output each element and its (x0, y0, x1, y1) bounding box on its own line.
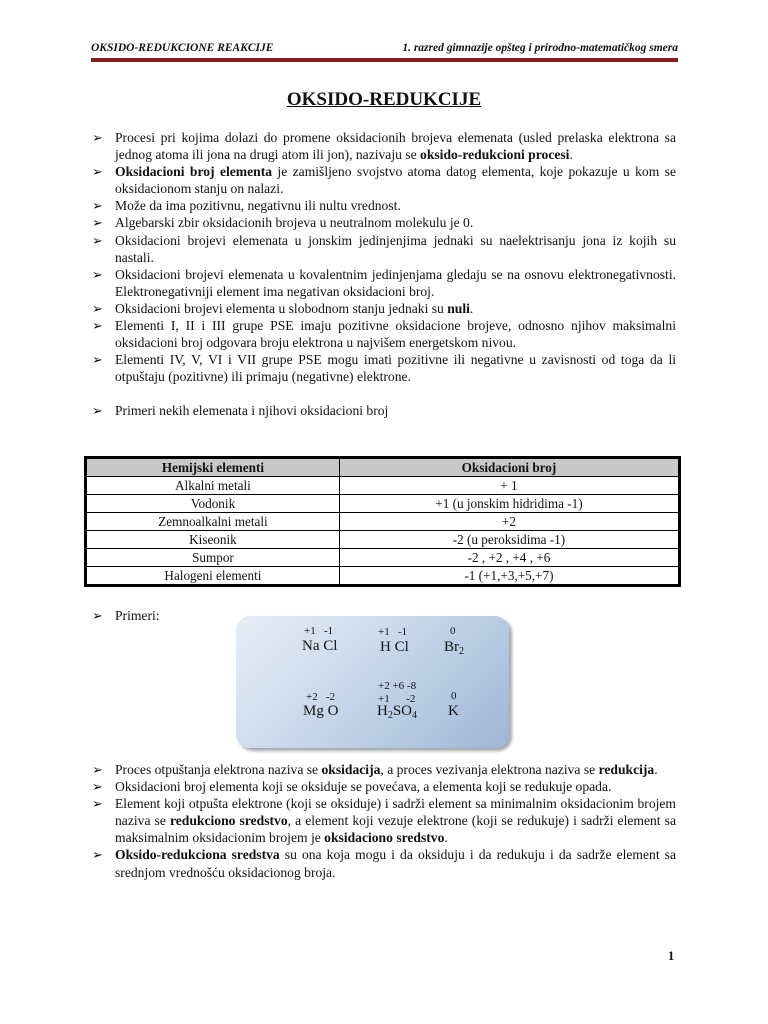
oxidation-numbers-nacl: +1 -1 (304, 625, 334, 637)
table-cell: Alkalni metali (86, 477, 340, 495)
list-item: ➢ Oksidacioni broj elementa koji se oksiduje se povećava, a elementa koji se redukuje opada. (92, 779, 612, 795)
oxidation-number-k: 0 (451, 690, 457, 702)
table-row (86, 567, 680, 586)
column-header-elements: Hemijski elementi (86, 458, 340, 477)
oxidation-number-br2: 0 (450, 625, 456, 637)
header-right-subtitle: 1. razred gimnazije opšteg i prirodno-matematičkog smera (402, 42, 678, 54)
arrow-bullet-icon: ➢ (92, 232, 103, 248)
table-cell: Halogeni elementi (86, 567, 340, 586)
arrow-bullet-icon: ➢ (92, 796, 103, 812)
arrow-bullet-icon: ➢ (92, 164, 103, 180)
arrow-bullet-icon: ➢ (92, 300, 103, 316)
redox-definitions-list (91, 761, 676, 881)
column-header-oxidation: Oksidacioni broj (339, 458, 679, 477)
oxidation-numbers-hcl: +1 -1 (378, 626, 408, 638)
table-row (86, 477, 680, 495)
arrow-bullet-icon: ➢ (92, 215, 103, 231)
page-number: 1 (668, 949, 675, 963)
table-cell: -2 , +2 , +4 , +6 (339, 549, 679, 567)
arrow-bullet-icon: ➢ (92, 608, 103, 623)
formula-mgo: Mg O (303, 703, 339, 719)
table-cell: + 1 (339, 477, 679, 495)
arrow-bullet-icon: ➢ (92, 762, 103, 777)
arrow-bullet-icon: ➢ (92, 779, 103, 795)
table-cell: Zemnoalkalni metali (86, 513, 340, 531)
definitions-list (91, 129, 676, 420)
table-cell: Sumpor (86, 549, 340, 567)
page-title: OKSIDO-REDUKCIJE (286, 89, 482, 110)
header-rule (91, 58, 678, 62)
arrow-bullet-icon: ➢ (92, 130, 103, 145)
arrow-bullet-icon: ➢ (92, 352, 103, 368)
arrow-bullet-icon: ➢ (92, 403, 103, 419)
list-item: ➢ Primeri nekih elemenata i njihovi oksidacioni broj (92, 403, 389, 419)
table-cell: Vodonik (86, 495, 340, 513)
page-header (91, 42, 678, 58)
list-item: ➢ Proces otpuštanja elektrona naziva se oksidacija, a proces vezivanja elektrona naziva se redukcija. (92, 762, 658, 777)
examples-box (236, 616, 509, 748)
list-item: ➢ Algebarski zbir oksidacionih brojeva u neutralnom molekulu je 0. (92, 215, 474, 231)
formula-h2so4: $H_2SO_4$ (377, 703, 418, 721)
oxidation-numbers-h2so4-sum: +2 +6 -8 (378, 680, 417, 692)
table-row (86, 513, 680, 531)
table-cell: Kiseonik (86, 531, 340, 549)
formula-k: K (448, 703, 459, 719)
oxidation-numbers-mgo: +2 -2 (306, 691, 336, 703)
table-row (86, 495, 680, 513)
list-item: ➢ Oksidacioni brojevi elemenata u kovalentnim jedinjenjama gledaju se na osnovu elektronegativnosti. Elektronegativniji element ima negativan oksidacioni broj. (92, 266, 676, 299)
table-cell: -1 (+1,+3,+5,+7) (339, 567, 679, 586)
arrow-bullet-icon: ➢ (92, 266, 103, 282)
table-header-row (86, 458, 680, 477)
oxidation-numbers-h2so4: +1 -2 (378, 693, 416, 705)
table-cell: -2 (u peroksidima -1) (339, 531, 679, 549)
table-row (86, 549, 680, 567)
list-item: ➢ Element koji otpušta elektrone (koji se oksiduje) i sadrži element sa minimalnim oksidacionim brojem naziva se redukciono sredstvo, a element koji vezuje elektrone (koji se redukuje) i sadrži element sa maksimalnim oksidacionim brojem je oksidaciono sredstvo. (92, 796, 676, 846)
arrow-bullet-icon: ➢ (92, 847, 103, 863)
list-item: ➢ Oksidacioni broj elementa je zamišljeno svojstvo atoma datog elementa, koje pokazuje u kom se oksidacionom stanju on nalazi. (92, 164, 676, 197)
list-item: ➢ Procesi pri kojima dolazi do promene oksidacionih brojeva elemenata (usled prelaska elektrona sa jednog atoma ili jona na drugi atom ili jon), nazivaju se oksido-redukcioni procesi. (92, 130, 676, 163)
arrow-bullet-icon: ➢ (92, 318, 103, 334)
examples-label: ➢ Primeri: (92, 608, 160, 623)
arrow-bullet-icon: ➢ (92, 198, 103, 214)
table-cell: +2 (339, 513, 679, 531)
formula-nacl: Na Cl (302, 638, 338, 654)
list-item: ➢ Elementi IV, V, VI i VII grupe PSE mogu imati pozitivne ili negativne u zavisnosti od toga da li otpuštaju (pozitivne) ili primaju (negativne) elektrone. (92, 352, 676, 385)
list-item: ➢ Oksidacioni brojevi elementa u slobodnom stanju jednaki su nuli. (92, 300, 474, 316)
formula-br2: $Br_2$ (444, 639, 464, 657)
list-item: ➢ Oksido-redukciona sredstva su ona koja mogu i da oksiduju i da redukuju i da sadrže element sa srednjom vrednošću oksidacionog broja. (92, 847, 676, 880)
list-item: ➢ Može da ima pozitivnu, negativnu ili nultu vrednost. (92, 198, 401, 214)
oxidation-numbers-table (84, 456, 681, 587)
formula-hcl: H Cl (380, 639, 409, 655)
table-cell: +1 (u jonskim hidridima -1) (339, 495, 679, 513)
header-left-title: OKSIDO-REDUKCIONE REAKCIJE (91, 42, 274, 54)
list-item: ➢ Oksidacioni brojevi elemenata u jonskim jedinjenjima jednaki su naelektrisanju jona iz kojih su nastali. (92, 232, 676, 265)
list-item: ➢ Elementi I, II i III grupe PSE imaju pozitivne oksidacione brojeve, odnosno njihov maksimalni oksidacioni broj odgovara broju elektrona u najvišem energetskom nivou. (92, 318, 676, 351)
table-row (86, 531, 680, 549)
